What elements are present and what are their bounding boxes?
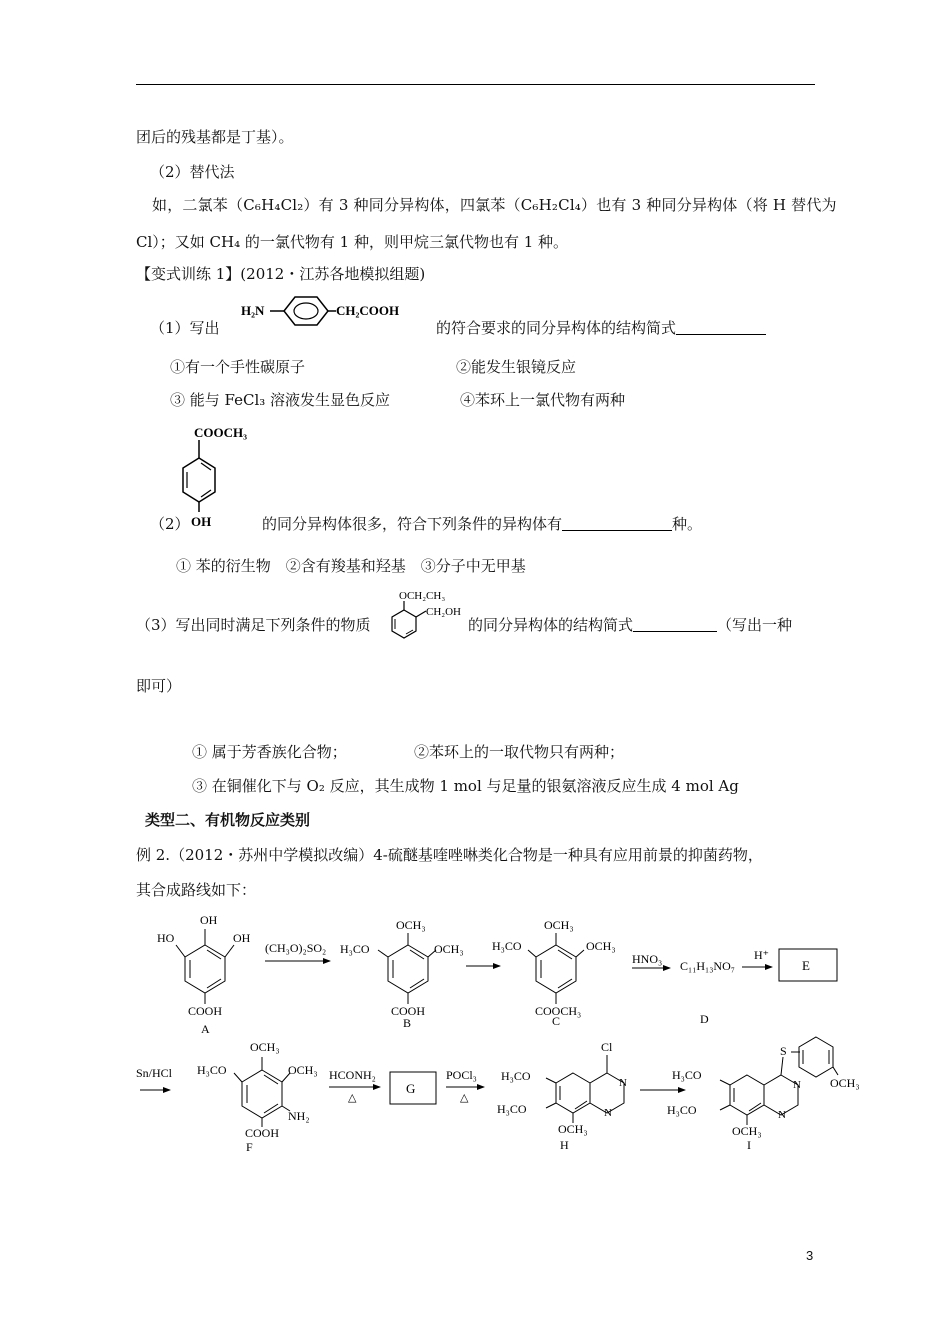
compound-i xyxy=(667,1037,860,1152)
a-sub-top: OH xyxy=(200,913,218,927)
c-sub-right: OCH₃ xyxy=(586,939,616,953)
i-n1: N xyxy=(793,1079,801,1091)
mol1-left-label: H₂N xyxy=(241,303,265,318)
compound-f xyxy=(197,1040,318,1154)
condition-1: ①有一个手性碳原子 xyxy=(170,358,306,376)
h-sub-left-1: H₃CO xyxy=(501,1069,531,1083)
reagent-1: (CH₃O)₂SO₂ xyxy=(265,941,327,955)
heat-1: △ xyxy=(348,1092,357,1104)
label-b: B xyxy=(403,1016,412,1030)
example-2-line-1: 例 2.（2012・苏州中学模拟改编）4-硫醚基喹唑啉类化合物是一种具有应用前景的抑菌药物， xyxy=(136,846,763,864)
b-sub-bottom: COOH xyxy=(391,1004,426,1018)
text-line-2: （2）替代法 xyxy=(150,163,235,181)
b-sub-right: OCH₃ xyxy=(434,942,464,956)
c-sub-left: H₃CO xyxy=(492,939,522,953)
h-n2: N xyxy=(604,1107,612,1119)
text-line-1: 团后的残基都是丁基）。 xyxy=(136,128,294,146)
mol2-top-label: COOCH₃ xyxy=(194,425,248,440)
i-sub-left-2: H₃CO xyxy=(667,1103,697,1117)
answer-blank-3[interactable] xyxy=(633,617,717,632)
f-sub-top: OCH₃ xyxy=(250,1040,280,1054)
mol1-right-label: CH₂COOH xyxy=(336,303,400,318)
q3-condition-3: ③ 在铜催化下与 O₂ 反应，其生成物 1 mol 与足量的银氨溶液反应生成 4 mol Ag xyxy=(192,777,739,795)
section-heading: 类型二、有机物反应类别 xyxy=(145,811,311,829)
reagent-2: HNO₃ xyxy=(632,952,663,966)
i-sub-left-1: H₃CO xyxy=(672,1068,702,1082)
h-sub-bottom: OCH₃ xyxy=(558,1122,588,1136)
text-line-3: 如，二氯苯（C₆H₄Cl₂）有 3 种同分异构体，四氯苯（C₆H₂Cl₄）也有 3 种同分异构体（将 H 替代为 xyxy=(152,196,837,214)
q3-condition-1: ① 属于芳香族化合物； xyxy=(192,743,347,761)
exercise-heading: 【变式训练 1】(2012・江苏各地模拟组题) xyxy=(136,265,426,283)
reagent-6: POCl₃ xyxy=(446,1068,477,1082)
example-2-line-2: 其合成路线如下： xyxy=(136,881,257,899)
a-sub-right: OH xyxy=(233,931,251,945)
condition-2: ②能发生银镜反应 xyxy=(456,358,577,376)
answer-blank-2[interactable] xyxy=(562,516,672,531)
label-a: A xyxy=(201,1022,210,1036)
label-f: F xyxy=(246,1140,253,1154)
b-sub-left: H₃CO xyxy=(340,942,370,956)
header-rule xyxy=(136,84,815,85)
q3-prefix: （3）写出同时满足下列条件的物质 xyxy=(136,616,371,634)
q2-unit: 种。 xyxy=(672,515,703,533)
answer-blank-1[interactable] xyxy=(676,320,766,335)
mol2-bottom-label: OH xyxy=(191,514,212,529)
a-sub-bottom: COOH xyxy=(188,1004,223,1018)
compound-h xyxy=(497,1040,627,1152)
b-sub-top: OCH₃ xyxy=(396,918,426,932)
q2-prefix: （2） xyxy=(150,515,190,533)
q3-suffix-text: 的同分异构体的结构简式 xyxy=(468,616,634,634)
condition-4: ④苯环上一氯代物有两种 xyxy=(460,391,626,409)
reagent-5: HCONH₂ xyxy=(329,1068,376,1082)
h-sub-cl: Cl xyxy=(601,1040,613,1054)
q2-suffix-text: 的同分异构体很多，符合下列条件的异构体有 xyxy=(262,515,563,533)
page-number: 3 xyxy=(806,1248,814,1263)
mol3-label-b: CH₂OH xyxy=(426,606,462,618)
c-sub-bottom: COOCH₃ xyxy=(535,1004,582,1018)
compound-a xyxy=(157,913,251,1036)
q2-suffix xyxy=(262,514,702,534)
a-sub-left: HO xyxy=(157,931,175,945)
h-n1: N xyxy=(619,1077,627,1089)
label-e: E xyxy=(802,958,810,973)
c-sub-top: OCH₃ xyxy=(544,918,574,932)
label-i: I xyxy=(747,1138,751,1152)
q1-prefix: （1）写出 xyxy=(150,319,220,337)
compound-c xyxy=(492,918,616,1028)
q3-suffix xyxy=(468,615,792,635)
label-h: H xyxy=(560,1138,569,1152)
label-c: C xyxy=(552,1014,561,1028)
i-sub-s: S xyxy=(780,1044,787,1058)
label-g: G xyxy=(406,1081,416,1096)
f-sub-amine: NH₂ xyxy=(288,1109,310,1123)
condition-3: ③ 能与 FeCl₃ 溶液发生显色反应 xyxy=(170,391,391,409)
f-sub-right: OCH₃ xyxy=(288,1063,318,1077)
q3-tail: （写出一种 xyxy=(717,616,793,634)
d-formula: C₁₁H₁₃NO₇ xyxy=(680,959,735,973)
mol3-label-a: OCH₂CH₃ xyxy=(399,590,446,602)
molecule-ethoxybenzyl-alcohol xyxy=(382,586,472,642)
compound-b xyxy=(340,918,464,1030)
q2-conditions: ① 苯的衍生物 ②含有羧基和羟基 ③分子中无甲基 xyxy=(176,557,526,575)
heat-2: △ xyxy=(460,1092,469,1104)
f-sub-left: H₃CO xyxy=(197,1063,227,1077)
synthesis-scheme xyxy=(130,905,860,1165)
q1-suffix-text: 的符合要求的同分异构体的结构简式 xyxy=(436,319,677,337)
q1-suffix xyxy=(436,318,766,338)
q3-tail-2: 即可） xyxy=(136,677,182,695)
i-sub-right: OCH₃ xyxy=(830,1076,860,1090)
h-sub-left-2: H₃CO xyxy=(497,1102,527,1116)
q3-condition-2: ②苯环上的一取代物只有两种； xyxy=(414,743,625,761)
label-d: D xyxy=(700,1012,709,1026)
reagent-3: H⁺ xyxy=(754,948,769,962)
i-sub-bottom: OCH₃ xyxy=(732,1124,762,1138)
reagent-4: Sn/HCl xyxy=(136,1066,173,1080)
f-sub-bottom: COOH xyxy=(245,1126,280,1140)
i-n2: N xyxy=(778,1109,786,1121)
text-line-4: Cl）；又如 CH₄ 的一氯代物有 1 种，则甲烷三氯代物也有 1 种。 xyxy=(136,233,569,251)
molecule-aminophenylacetic-acid xyxy=(238,294,413,342)
